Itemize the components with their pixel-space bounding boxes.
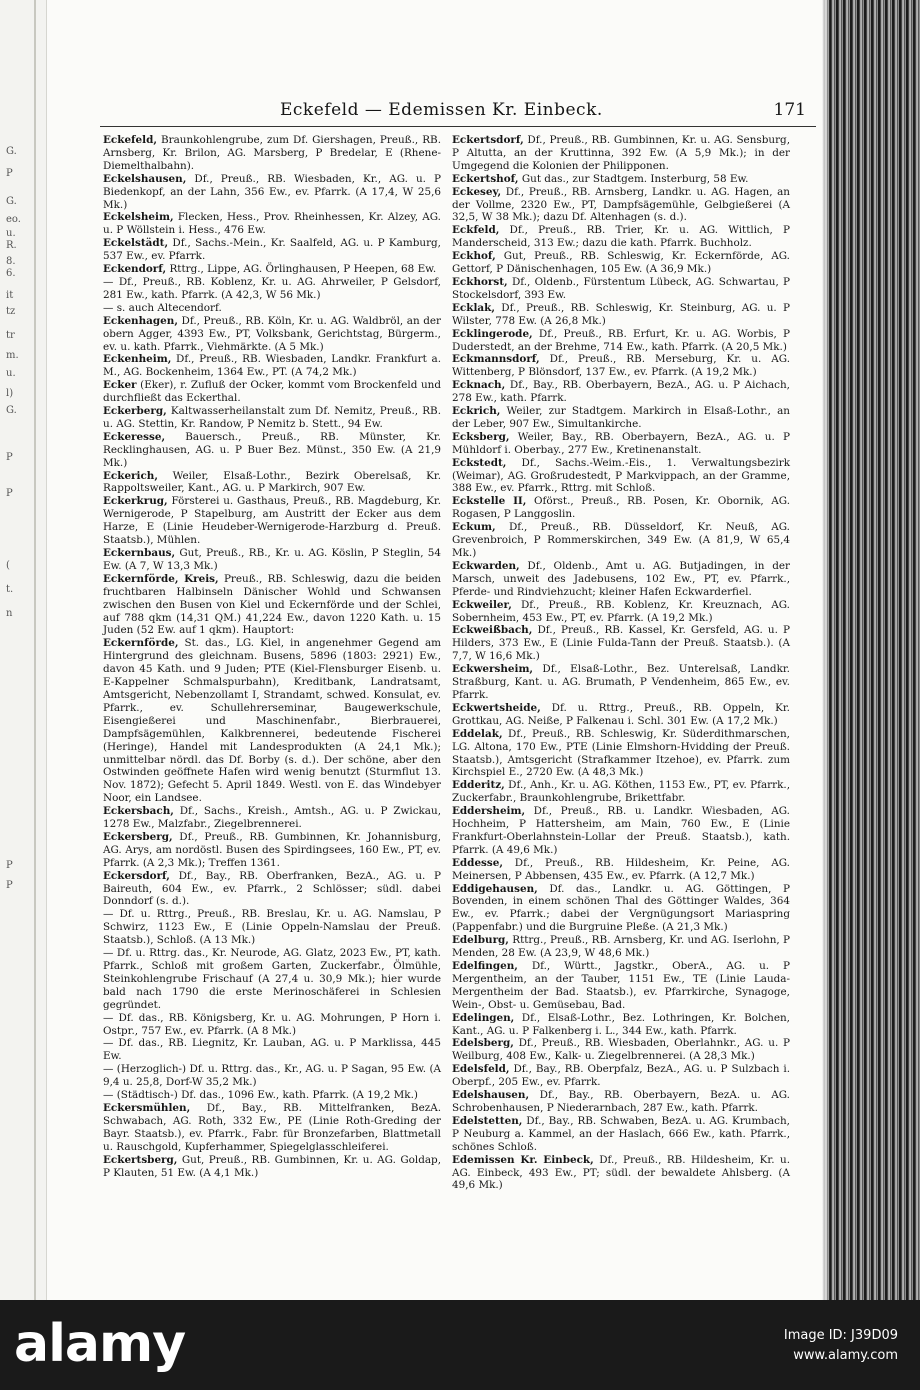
left-column: [103, 134, 441, 1179]
entry-text: — Df., Preuß., RB. Koblenz, Kr. u. AG. Ahrweiler, P Gelsdorf, 281 Ew., kath. Pfarrk. (A 42,3, W 56 Mk.): [103, 275, 441, 301]
entry-headword: Edelburg,: [452, 934, 509, 947]
dictionary-entry: [452, 560, 790, 599]
entry-headword: Eckhorst,: [452, 275, 508, 288]
entry-text: Rttrg., Lippe, AG. Örlinghausen, P Heepen, 68 Ew.: [166, 263, 437, 276]
entry-text: Rttrg., Preuß., RB. Arnsberg, Kr. und AG. Iserlohn, P Menden, 28 Ew. (A 23,9, W 48,6 Mk.): [452, 934, 790, 960]
margin-mark: G.: [6, 146, 17, 157]
margin-mark: m.: [6, 350, 19, 361]
entry-text: Df., Preuß., RB. Wiesbaden, Oberlahnkr., AG. u. P Weilburg, 408 Ew., Kalk- u. Ziegelbrennerei. (A 28,3 Mk.): [452, 1037, 790, 1063]
entry-headword: Eckelshausen,: [103, 172, 187, 185]
dictionary-entry: [103, 211, 441, 237]
entry-headword: Eckwarden,: [452, 559, 520, 572]
entry-headword: Eckertsdorf,: [452, 134, 524, 146]
entry-text: — (Herzoglich-) Df. u. Rttrg. das., Kr., AG. u. P Sagan, 95 Ew. (A 9,4 u. 25,8, Dorf-W 35,2 Mk.): [103, 1063, 441, 1089]
entry-text: Df., Bay., RB. Oberbayern, BezA., AG. u. P Aichach, 278 Ew., kath. Pfarrk.: [452, 379, 790, 405]
entry-headword: Eckenheim,: [103, 353, 172, 366]
book-page-edges: [822, 0, 920, 1300]
dictionary-entry: [452, 1063, 790, 1089]
entry-text: — Df. das., RB. Liegnitz, Kr. Lauban, AG. u. P Marklissa, 445 Ew.: [103, 1037, 441, 1063]
entry-headword: Edelsfeld,: [452, 1063, 510, 1076]
dictionary-entry: [103, 947, 441, 1012]
margin-mark: P: [6, 452, 13, 463]
entry-text: Df., Preuß., RB. Hildesheim, Kr. u. AG. Einbeck, 493 Ew., PT; südl. der bewaldete Ahlsberg. (A 49,6 Mk.): [452, 1153, 790, 1192]
entry-headword: Eckenhagen,: [103, 314, 178, 327]
entry-text: Df., Preuß., RB. Wiesbaden, Kr., AG. u. P Biedenkopf, an der Lahn, 356 Ew., ev. Pfarrk. (A 17,4, W 25,6 Mk.): [103, 172, 441, 211]
dictionary-entry: [452, 379, 790, 405]
dictionary-entry: [103, 405, 441, 431]
entry-headword: Ecker: [103, 379, 137, 392]
entry-text: (Eker), r. Zufluß der Ocker, kommt vom Brockenfeld und durchfließt das Eckerthal.: [103, 379, 441, 405]
margin-mark: R.: [6, 240, 17, 251]
stock-info: [784, 1326, 898, 1366]
entry-headword: Ecklak,: [452, 301, 495, 314]
entry-headword: Edelstetten,: [452, 1114, 523, 1127]
dictionary-entry: [452, 521, 790, 560]
margin-mark: l): [6, 388, 14, 399]
running-title: Eckefeld — Edemissen Kr. Einbeck.: [280, 100, 603, 120]
entry-text: Df., Preuß., RB. Erfurt, Kr. u. AG. Worbis, P Duderstedt, an der Brehme, 714 Ew., kath. Pfarrk. (A 20,5 Mk.): [452, 327, 790, 353]
margin-mark: eo.: [6, 214, 21, 225]
dictionary-entry: [452, 779, 790, 805]
entry-headword: Eddersheim,: [452, 805, 526, 818]
entry-text: Df. das., Landkr. u. AG. Göttingen, P Bovenden, in einem schönen Thal des Göttinger Waldes, 364 Ew., ev. Pfarrk.; dabei der Vergnügungsort Mariaspring (Pappenfabr.) und die Burgruine Pleße. (A 21,3 Mk.): [452, 882, 790, 934]
dictionary-entry: [103, 805, 441, 831]
entry-text: Df., Preuß., RB. Gumbinnen, Kr. Johannisburg, AG. Arys, am nordöstl. Busen des Spirdingsees, 160 Ew., PT, ev. Pfarrk. (A 2,3 Mk.); Treffen 1361.: [103, 830, 441, 869]
entry-headword: Ecksberg,: [452, 430, 510, 443]
dictionary-entry: [103, 908, 441, 947]
entry-text: Df., Württ., Jagstkr., OberA., AG. u. P Mergentheim, an der Tauber, 1151 Ew., TE (Linie Lauda-Mergentheim der Bad. Staatsb.), ev. Pfarrkirche, Synagoge, Wein-, Obst- u. Gemüsebau, Bad.: [452, 960, 790, 1011]
entry-text: Gut, Preuß., RB. Schleswig, Kr. Eckernförde, AG. Gettorf, P Dänischenhagen, 105 Ew. (A 36,9 Mk.): [452, 250, 790, 276]
entry-text: Df., Preuß., RB. Schleswig, Kr. Steinburg, AG. u. P Wilster, 778 Ew. (A 26,8 Mk.): [452, 301, 790, 327]
dictionary-entry: [452, 495, 790, 521]
dictionary-entry: [103, 315, 441, 354]
dictionary-entry: [103, 263, 441, 276]
dictionary-entry: [452, 353, 790, 379]
entry-text: Df., Elsaß-Lothr., Bez. Lothringen, Kr. Bolchen, Kant., AG. u. P Falkenberg i. L., 344 Ew., kath. Pfarrk.: [452, 1011, 790, 1037]
dictionary-entry: [452, 1115, 790, 1154]
dictionary-entry: [103, 1012, 441, 1038]
entry-headword: Eckertshof,: [452, 172, 519, 185]
dictionary-entry: [452, 134, 790, 173]
margin-mark: 6.: [6, 268, 16, 279]
entry-text: Df. u. Rttrg., Preuß., RB. Oppeln, Kr. Grottkau, AG. Neiße, P Falkenau i. Schl. 301 Ew. (A 17,2 Mk.): [452, 701, 790, 727]
entry-text: Bauersch., Preuß., RB. Münster, Kr. Recklinghausen, AG. u. P Buer Bez. Münst., 350 Ew. (A 21,9 Mk.): [103, 430, 441, 469]
entry-text: — Df. u. Rttrg., Preuß., RB. Breslau, Kr. u. AG. Namslau, P Schwirz, 1123 Ew., E (Linie Oppeln-Namslau der Preuß. Staatsb.), Schloß. (A 13 Mk.): [103, 908, 441, 947]
margin-mark: t.: [6, 584, 14, 595]
entry-text: Df., Preuß., RB. u. Landkr. Wiesbaden, AG. Hochheim, P Hattersheim, am Main, 760 Ew., E (Linie Frankfurt-Oberlahnstein-Lollar der Preuß. Staatsb.), kath. Pfarrk. (A 49,6 Mk.): [452, 805, 790, 856]
entry-text: Kaltwasserheilanstalt zum Df. Nemitz, Preuß., RB. u. AG. Stettin, Kr. Randow, P Nemitz b. Stett., 94 Ew.: [103, 405, 441, 430]
margin-mark: P: [6, 488, 13, 499]
entry-headword: Eckelsheim,: [103, 211, 174, 224]
dictionary-entry: [452, 431, 790, 457]
dictionary-entry: [103, 637, 441, 805]
dictionary-entry: [452, 457, 790, 496]
entry-headword: Eddesse,: [452, 856, 503, 869]
margin-mark: n: [6, 608, 13, 619]
entry-text: Gut, Preuß., RB. Gumbinnen, Kr. u. AG. Goldap, P Klauten, 51 Ew. (A 4,1 Mk.): [103, 1153, 441, 1179]
dictionary-entry: [103, 237, 441, 263]
entry-headword: Eckerberg,: [103, 405, 167, 418]
dictionary-entry: [452, 186, 790, 225]
dictionary-entry: [452, 663, 790, 702]
entry-text: Df., Bay., RB. Mittelfranken, BezA. Schwabach, AG. Roth, 332 Ew., PE (Linie Roth-Greding der Bayr. Staatsb.), ev. Pfarrk., Fabr. für Bronzefarben, Blattmetall u. Rauschgold, Kupferhammer, Spiegelglasschleiferei.: [103, 1101, 441, 1153]
dictionary-entry: [452, 173, 790, 186]
entry-text: St. das., LG. Kiel, in angenehmer Gegend am Hintergrund des gleichnam. Busens, 5896 (1803: 2921) Ew., davon 45 Kath. und 9 Juden; PTE (Kiel-Flensburger Eisenb. u. E-Kappelner Schmalspurbahn), Kreditbank, Landratsamt, Amtsgericht, Nebenzollamt I, Strandamt, schwed. Konsulat, ev. Pfarrk., ev. Schullehrerseminar, Baugewerkschule, Eisengießerei und Maschinenfabr., Bierbrauerei, Dampfsägemühlen, Kalkbrennerei, bedeutende Fischerei (Heringe), Handel mit Landesprodukten (A 24,1 Mk.); unmittelbar nördl. das Df. Borby (s. d.). Der schöne, aber den Ostwinden geöffnete Hafen wird wenig benutzt (Sturmflut 13. Nov. 1872); Gefecht 5. April 1849. Westl. von E. das Windebyer Noor, ein Landsee.: [103, 637, 441, 805]
entry-headword: Edelshausen,: [452, 1089, 530, 1102]
dictionary-entry: [103, 495, 441, 547]
margin-mark: it: [6, 290, 14, 301]
stock-brand-logo: alamy: [14, 1314, 186, 1374]
entry-headword: Eckum,: [452, 521, 496, 534]
entry-headword: Eckendorf,: [103, 263, 167, 276]
dictionary-entry: [103, 134, 441, 173]
right-column: [452, 134, 790, 1192]
entry-headword: Eckefeld,: [103, 134, 157, 146]
entry-text: Df., Sachs.-Mein., Kr. Saalfeld, AG. u. P Kamburg, 537 Ew., ev. Pfarrk.: [103, 237, 441, 263]
entry-headword: Edderitz,: [452, 779, 505, 792]
dictionary-entry: [452, 328, 790, 354]
dictionary-entry: [103, 173, 441, 212]
entry-headword: Eckweißbach,: [452, 624, 533, 637]
dictionary-entry: [103, 353, 441, 379]
entry-headword: Eckertsberg,: [103, 1153, 178, 1166]
entry-headword: Eckeresse,: [103, 430, 166, 443]
entry-text: Df., Bay., RB. Oberfranken, BezA., AG. u. P Baireuth, 604 Ew., ev. Pfarrk., 2 Schlösser; südl. dabei Donndorf (s. d.).: [103, 869, 441, 908]
entry-text: Gut, Preuß., RB., Kr. u. AG. Köslin, P Steglin, 54 Ew. (A 7, W 13,3 Mk.): [103, 547, 441, 572]
dictionary-entry: [103, 573, 441, 638]
entry-text: Df., Preuß., RB. Schleswig, Kr. Süderdithmarschen, LG. Altona, 170 Ew., PTE (Linie Elmshorn-Hvidding der Preuß. Staatsb.), Amtsgericht (Strafkammer Itzehoe), ev. Pfarrk. zum Kirchspiel E., 2720 Ew. (A 48,3 Mk.): [452, 727, 790, 779]
dictionary-entry: [452, 805, 790, 857]
entry-headword: Eddigehausen,: [452, 882, 538, 895]
stock-url: www.alamy.com: [793, 1348, 898, 1363]
entry-text: Df., Preuß., RB. Trier, Kr. u. AG. Wittlich, P Manderscheid, 313 Ew.; dazu die kath. Pfarrk. Buchholz.: [452, 224, 790, 250]
dictionary-entry: [103, 831, 441, 870]
entry-text: — Df. u. Rttrg. das., Kr. Neurode, AG. Glatz, 2023 Ew., PT, kath. Pfarrk., Schloß mit großem Garten, Zuckerfabr., Ölmühle, Steinkohlengrube Frischauf (A 27,4 u. 30,9 Mk.); hier wurde bald nach 1790 die erste Merinoschäferei in Schlesien gegründet.: [103, 947, 441, 1011]
entry-text: Försterei u. Gasthaus, Preuß., RB. Magdeburg, Kr. Wernigerode, P Stapelburg, am Austritt der Ecker aus dem Harze, E (Linie Heudeber-Wernigerode-Harzburg d. Preuß. Staatsb.), Mühlen.: [103, 495, 441, 547]
dictionary-entry: [452, 599, 790, 625]
entry-text: Weiler, Bay., RB. Oberbayern, BezA., AG. u. P Mühldorf i. Oberbay., 277 Ew., Kretinenanstalt.: [452, 430, 790, 456]
entry-headword: Eckernbaus,: [103, 547, 176, 559]
entry-headword: Edelfingen,: [452, 960, 518, 972]
entry-text: Df., Preuß., RB. Wiesbaden, Landkr. Frankfurt a. M., AG. Bockenheim, 1364 Ew., PT. (A 74,2 Mk.): [103, 353, 441, 379]
entry-headword: Edemissen Kr. Einbeck,: [452, 1153, 594, 1166]
dictionary-entry: [452, 405, 790, 431]
dictionary-entry: [452, 857, 790, 883]
margin-mark: u.: [6, 368, 16, 379]
entry-text: Df., Preuß., RB. Kassel, Kr. Gersfeld, AG. u. P Hilders, 373 Ew., E (Linie Fulda-Tann der Preuß. Staatsb.). (A 7,7, W 16,6 Mk.): [452, 624, 790, 663]
dictionary-entry: [452, 302, 790, 328]
margin-mark: P: [6, 860, 13, 871]
page-number: 171: [773, 100, 806, 120]
entry-headword: Eckersmühlen,: [103, 1101, 191, 1114]
margin-mark: G.: [6, 405, 17, 416]
dictionary-entry: [103, 870, 441, 909]
stock-watermark-bar: [0, 1300, 920, 1390]
entry-text: Df., Oldenb., Amt u. AG. Butjadingen, in der Marsch, unweit des Jadebusens, 102 Ew., PT, ev. Pfarrk., Pferde- und Rindviehzucht; kleiner Hafen Eckwarderfiel.: [452, 559, 790, 598]
dictionary-entry: [452, 702, 790, 728]
entry-text: — (Städtisch-) Df. das., 1096 Ew., kath. Pfarrk. (A 19,2 Mk.): [103, 1089, 418, 1102]
dictionary-entry: [452, 624, 790, 663]
entry-headword: Eckerkrug,: [103, 495, 168, 508]
dictionary-entry: [452, 934, 790, 960]
dictionary-entry: [103, 1089, 441, 1102]
margin-mark: tr: [6, 330, 15, 341]
entry-text: Df., Elsaß-Lothr., Bez. Unterelsaß, Landkr. Straßburg, Kant. u. AG. Brumath, P Vendenheim, 865 Ew., ev. Pfarrk.: [452, 663, 790, 701]
entry-text: Df., Preuß., RB. Koblenz, Kr. Kreuznach, AG. Sobernheim, 453 Ew., PT, ev. Pfarrk. (A 19,2 Mk.): [452, 598, 790, 624]
entry-text: Df., Preuß., RB. Merseburg, Kr. u. AG. Wittenberg, P Blönsdorf, 137 Ew., ev. Pfarrk. (A 19,2 Mk.): [452, 353, 790, 379]
entry-headword: Eckwersheim,: [452, 663, 534, 676]
entry-headword: Eckernförde, Kreis,: [103, 572, 219, 585]
entry-text: Df., Bay., RB. Oberpfalz, BezA., AG. u. P Sulzbach i. Oberpf., 205 Ew., ev. Pfarrk.: [452, 1063, 790, 1089]
entry-text: Weiler, zur Stadtgem. Markirch in Elsaß-Lothr., an der Leber, 907 Ew., Simultankirche.: [452, 405, 790, 430]
entry-text: Df., Sachs.-Weim.-Eis., 1. Verwaltungsbezirk (Weimar), AG. Großrudestedt, P Markvippach, an der Gramme, 388 Ew., ev. Pfarrk., Rttrg. mit Schloß.: [452, 456, 790, 495]
page-gutter: [34, 0, 36, 1300]
dictionary-entry: [452, 1089, 790, 1115]
dictionary-entry: [103, 302, 441, 315]
entry-text: Df., Preuß., RB. Düsseldorf, Kr. Neuß, AG. Grevenbroich, P Rommerskirchen, 349 Ew. (A 81,9, W 65,4 Mk.): [452, 521, 790, 559]
dictionary-entry: [103, 1154, 441, 1180]
entry-text: Df., Preuß., RB. Gumbinnen, Kr. u. AG. Sensburg, P Altutta, an der Kruttinna, 392 Ew. (A 5,9 Mk.); in der Umgegend die Kolonien der Philipponen.: [452, 134, 790, 172]
dictionary-entry: [103, 276, 441, 302]
dictionary-entry: [452, 250, 790, 276]
entry-headword: Eckersbach,: [103, 805, 174, 818]
entry-text: Df., Oldenb., Fürstentum Lübeck, AG. Schwartau, P Stockelsdorf, 393 Ew.: [452, 275, 790, 301]
entry-text: Flecken, Hess., Prov. Rheinhessen, Kr. Alzey, AG. u. P Wöllstein i. Hess., 476 Ew.: [103, 211, 441, 237]
entry-headword: Eckweiler,: [452, 598, 512, 611]
entry-headword: Edelingen,: [452, 1011, 515, 1024]
entry-headword: Eckfeld,: [452, 224, 500, 237]
entry-headword: Eddelak,: [452, 727, 503, 740]
dictionary-entry: [103, 379, 441, 405]
dictionary-entry: [452, 1012, 790, 1038]
dictionary-entry: [452, 1154, 790, 1193]
entry-text: Df., Bay., RB. Schwaben, BezA. u. AG. Krumbach, P Neuburg a. Kammel, an der Haslach, 666 Ew., kath. Pfarrk., schönes Schloß.: [452, 1114, 790, 1153]
margin-mark: P: [6, 168, 13, 179]
entry-headword: Ecklingerode,: [452, 327, 533, 340]
entry-headword: Eckwertsheide,: [452, 701, 541, 714]
entry-text: Braunkohlengrube, zum Df. Giershagen, Preuß., RB. Arnsberg, Kr. Brilon, AG. Marsberg, P Bredelar, E (Rhene-Diemelthalbahn).: [103, 134, 441, 172]
dictionary-entry: [452, 224, 790, 250]
entry-headword: Eckhof,: [452, 250, 496, 263]
dictionary-entry: [452, 276, 790, 302]
margin-mark: P: [6, 880, 13, 891]
entry-headword: Eckersberg,: [103, 830, 173, 843]
entry-text: — s. auch Altecendorf.: [103, 301, 222, 314]
entry-text: Df., Sachs., Kreish., Amtsh., AG. u. P Zwickau, 1278 Ew., Malzfabr., Ziegelbrennerei.: [103, 805, 441, 831]
margin-mark: tz: [6, 306, 16, 317]
dictionary-entry: [452, 960, 790, 1012]
entry-text: — Df. das., RB. Königsberg, Kr. u. AG. Mohrungen, P Horn i. Ostpr., 757 Ew., ev. Pfarrk. (A 8 Mk.): [103, 1011, 441, 1037]
entry-headword: Edelsberg,: [452, 1037, 514, 1050]
entry-text: Df., Preuß., RB. Arnsberg, Landkr. u. AG. Hagen, an der Vollme, 2320 Ew., PT, Dampfsägemühle, Gelbgießerei (A 32,5, W 38 Mk.); dazu Df. Altenhagen (s. d.).: [452, 185, 790, 224]
entry-text: Weiler, Elsaß-Lothr., Bezirk Oberelsaß, Kr. Rappoltsweiler, Kant., AG. u. P Markirch, 907 Ew.: [103, 469, 441, 495]
dictionary-entry: [452, 1037, 790, 1063]
entry-text: Df., Preuß., RB. Hildesheim, Kr. Peine, AG. Meinersen, P Abbensen, 435 Ew., ev. Pfarrk. (A 12,7 Mk.): [452, 856, 790, 882]
dictionary-entry: [452, 728, 790, 780]
entry-text: Df., Bay., RB. Oberbayern, BezA. u. AG. Schrobenhausen, P Niederarnbach, 287 Ew., kath. Pfarrk.: [452, 1089, 790, 1114]
margin-mark: (: [6, 560, 10, 571]
dictionary-entry: [103, 547, 441, 573]
entry-headword: Eckesey,: [452, 185, 502, 198]
entry-headword: Eckstedt,: [452, 456, 507, 469]
entry-headword: Ecknach,: [452, 379, 506, 392]
dictionary-entry: [452, 883, 790, 935]
entry-text: Df., Preuß., RB. Köln, Kr. u. AG. Waldbröl, an der obern Agger, 4393 Ew., PT, Volksbank, Gerichtstag, Bürgerm., ev. u. kath. Pfarrk., Viehmärkte. (A 5 Mk.): [103, 314, 441, 353]
margin-mark: 8.: [6, 256, 16, 267]
adjacent-page-strip: [0, 0, 47, 1300]
entry-headword: Eckstelle II,: [452, 495, 527, 508]
entry-headword: Eckersdorf,: [103, 869, 170, 882]
entry-text: Preuß., RB. Schleswig, dazu die beiden fruchtbaren Halbinseln Dänischer Wohld und Schwansen zwischen den Busen von Kiel und Eckernförde und der Schlei, auf 788 qkm (14,31 QM.) 41,224 Ew., davon 1220 Kath. u. 15 Juden (52 Ew. auf 1 qkm). Hauptort:: [103, 572, 441, 637]
entry-headword: Eckmannsdorf,: [452, 353, 540, 366]
entry-headword: Eckerich,: [103, 469, 158, 482]
margin-mark: u.: [6, 228, 16, 239]
entry-text: Gut das., zur Stadtgem. Insterburg, 58 Ew.: [518, 172, 749, 185]
dictionary-entry: [103, 470, 441, 496]
entry-headword: Eckernförde,: [103, 637, 179, 650]
dictionary-entry: [103, 1102, 441, 1154]
entry-headword: Eckrich,: [452, 405, 501, 418]
running-header: [100, 96, 816, 127]
dictionary-entry: [103, 1037, 441, 1063]
dictionary-entry: [103, 431, 441, 470]
entry-text: Oförst., Preuß., RB. Posen, Kr. Obornik, AG. Rogasen, P Langgoslin.: [452, 495, 790, 521]
dictionary-entry: [103, 1063, 441, 1089]
entry-text: Df., Anh., Kr. u. AG. Köthen, 1153 Ew., PT, ev. Pfarrk., Zuckerfabr., Braunkohlengrube, Brikettfabr.: [452, 779, 790, 805]
margin-mark: G.: [6, 196, 17, 207]
entry-headword: Eckelstädt,: [103, 237, 169, 250]
stock-image-id: Image ID: J39D09: [783, 1328, 898, 1343]
